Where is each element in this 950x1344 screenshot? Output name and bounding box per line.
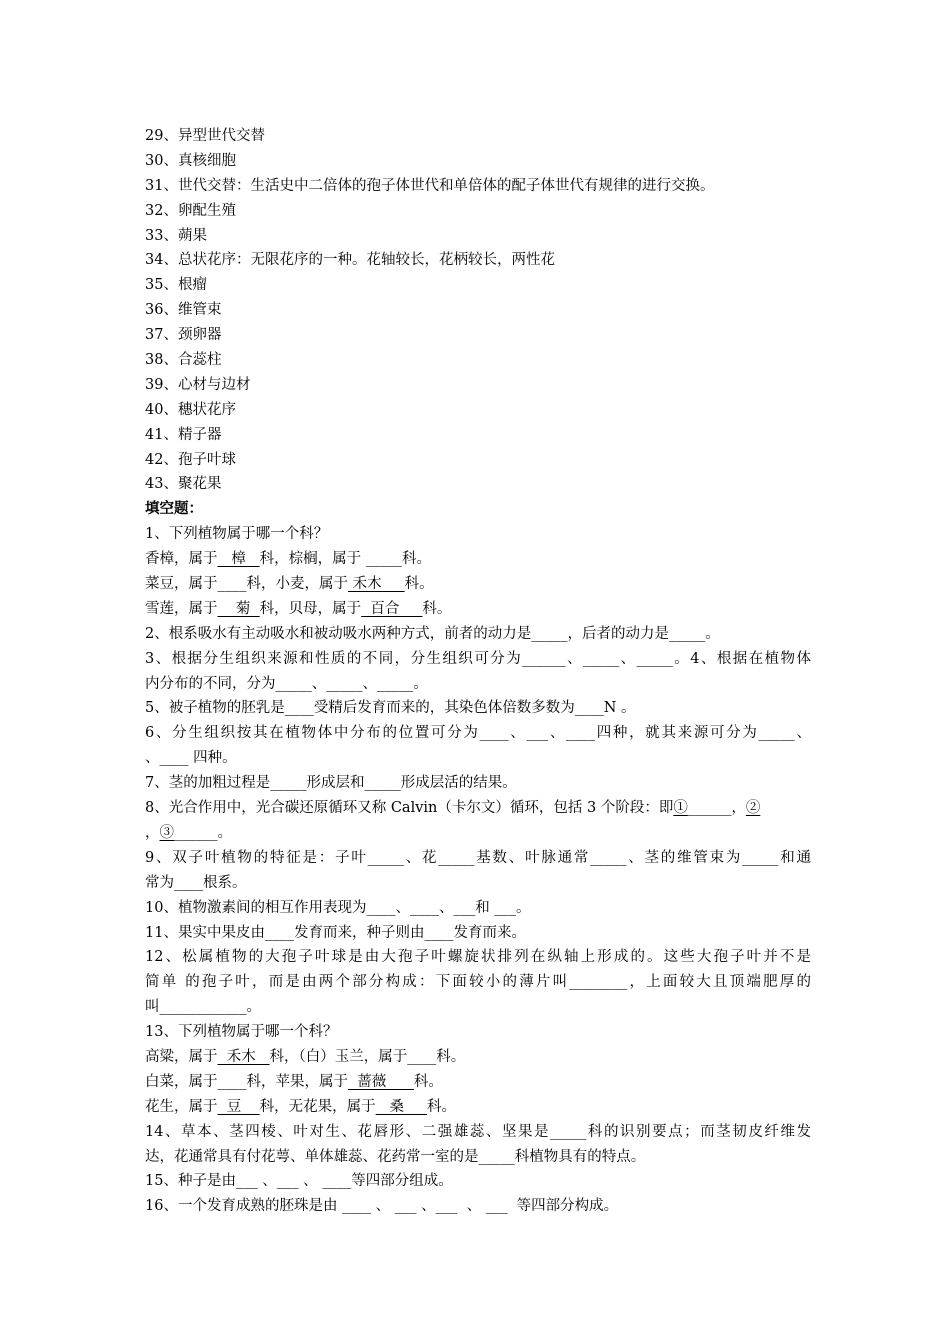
term-line: 37、颈卵器 xyxy=(145,327,222,344)
question-line: 9、双子叶植物的特征是：子叶_____、花_____基数、叶脉通常_____、茎的维管束为_____和通 xyxy=(145,849,811,866)
question-line: 、____ 四种。 xyxy=(145,750,237,767)
question-line: 14、草本、茎四棱、叶对生、花唇形、二强雄蕊、坚果是_____科的识别要点；而茎韧皮纤维发 xyxy=(145,1123,811,1140)
text: 科，贝母，属于 xyxy=(259,600,362,617)
text: 科，苹果，属于 xyxy=(246,1073,348,1090)
question-13-line-3 xyxy=(145,1095,811,1120)
question-13-line-2 xyxy=(145,1070,811,1095)
text: ， xyxy=(145,824,160,841)
question-8-line-1 xyxy=(145,796,811,821)
text: 花生，属于 xyxy=(145,1098,218,1115)
term-line: 31、世代交替：生活史中二倍体的孢子体世代和单倍体的配子体世代有规律的进行交换。 xyxy=(145,177,715,194)
answer: 菊 xyxy=(217,600,260,617)
answer-marker: ③ xyxy=(159,824,174,841)
question-1-line-3 xyxy=(145,597,811,622)
question-line: 16、一个发育成熟的胚珠是由 ____ 、 ___ 、___ 、 ___ 等四部分构成。 xyxy=(145,1198,619,1215)
question-line: 5、被子植物的胚乳是____受精后发育而来的，其染色体倍数多数为____N 。 xyxy=(145,700,636,717)
blank: ____ xyxy=(217,576,247,593)
text: 8、光合作用中，光合碳还原循环又称 Calvin（卡尔文）循环，包括 3 个阶段：即 xyxy=(145,800,674,817)
text: 科，（白）玉兰，属于 xyxy=(269,1048,408,1065)
term-line: 41、精子器 xyxy=(145,426,222,443)
answer: 豆 xyxy=(217,1098,260,1115)
blank: ____ xyxy=(407,1048,437,1065)
answer-marker: ② xyxy=(745,800,761,817)
question-1-line-1 xyxy=(145,547,811,572)
answer: 桑 xyxy=(375,1098,428,1115)
text: 科。 xyxy=(413,1073,443,1090)
section-heading-fill-in: 填空题： xyxy=(145,500,203,518)
answer: 禾木 xyxy=(348,576,405,593)
question-line: 12、松属植物的大孢子叶球是由大孢子叶螺旋状排列在纵轴上形成的。这些大孢子叶并不是 xyxy=(145,949,811,966)
text: 科。 xyxy=(427,1098,457,1115)
term-line: 43、聚花果 xyxy=(145,476,222,493)
blank: _____ xyxy=(365,551,403,568)
question-line: 7、茎的加粗过程是_____形成层和_____形成层活的结果。 xyxy=(145,775,517,792)
question-line: 简单 的孢子叶，而是由两个部分构成：下面较小的薄片叫________，上面较大且顶端肥厚的 xyxy=(145,974,811,991)
text: 科。 xyxy=(402,551,432,568)
question-8-line-2 xyxy=(145,821,811,846)
question-line: 内分布的不同，分为_____、_____、_____。 xyxy=(145,675,428,692)
question-13-title: 13、下列植物属于哪一个科？ xyxy=(145,1024,338,1041)
term-line: 38、合蕊柱 xyxy=(145,352,222,369)
question-line: 3、根据分生组织来源和性质的不同，分生组织可分为______、_____、_____。4、根据在植物体 xyxy=(145,650,811,667)
text: 科。 xyxy=(404,576,434,593)
text: 科，小麦，属于 xyxy=(246,576,348,593)
text: 白菜，属于 xyxy=(145,1073,218,1090)
term-line: 42、孢子叶球 xyxy=(145,451,236,468)
term-line: 30、真核细胞 xyxy=(145,152,236,169)
question-line: 2、根系吸水有主动吸水和被动吸水两种方式，前者的动力是_____，后者的动力是_____。 xyxy=(145,625,720,642)
question-line: 10、植物激素间的相互作用表现为____、____、___和 ___。 xyxy=(145,899,531,916)
question-line: 15、种子是由___ 、___ 、 ____等四部分组成。 xyxy=(145,1173,453,1190)
text: 科。 xyxy=(436,1048,466,1065)
term-line: 35、根瘤 xyxy=(145,277,207,294)
answer: 蔷薇 xyxy=(348,1073,414,1090)
question-line: 11、果实中果皮由____发育而来，种子则由____发育而来。 xyxy=(145,924,526,941)
question-13-line-1 xyxy=(145,1045,811,1070)
answer-marker: ① xyxy=(673,800,688,817)
term-line: 40、穗状花序 xyxy=(145,401,236,418)
term-line: 39、心材与边材 xyxy=(145,376,251,393)
term-line: 29、异型世代交替 xyxy=(145,128,265,144)
text: 菜豆，属于 xyxy=(145,576,218,593)
text: 科，棕榈，属于 xyxy=(259,551,366,568)
question-1-title: 1、下列植物属于哪一个科？ xyxy=(145,526,329,543)
document-body xyxy=(145,124,811,1219)
question-line: 达，花通常具有付花萼、单体雄蕊、花药常一室的是_____科植物具有的特点。 xyxy=(145,1148,646,1165)
answer: 樟 xyxy=(217,551,260,568)
text: 雪莲，属于 xyxy=(145,600,218,617)
question-1-line-2 xyxy=(145,572,811,597)
blank: ____ xyxy=(217,1073,247,1090)
term-line: 32、卵配生殖 xyxy=(145,202,236,219)
term-line: 36、维管束 xyxy=(145,302,222,319)
question-line: 6、分生组织按其在植物体中分布的位置可分为____、___、____四种，就其来源可分为_____、 xyxy=(145,725,811,742)
term-line: 33、蒴果 xyxy=(145,227,207,244)
text: 科。 xyxy=(422,600,452,617)
blank: ______， xyxy=(687,800,746,817)
question-line: 叫____________。 xyxy=(145,999,261,1016)
question-line: 常为____根系。 xyxy=(145,874,247,891)
text: 高粱，属于 xyxy=(145,1048,218,1065)
text: 香樟，属于 xyxy=(145,551,218,568)
text: 科，无花果，属于 xyxy=(259,1098,376,1115)
answer: 禾木 xyxy=(217,1048,270,1065)
blank: ______。 xyxy=(174,824,232,841)
answer: 百合 xyxy=(361,600,423,617)
term-line: 34、总状花序：无限花序的一种。花轴较长，花柄较长，两性花 xyxy=(145,252,555,269)
